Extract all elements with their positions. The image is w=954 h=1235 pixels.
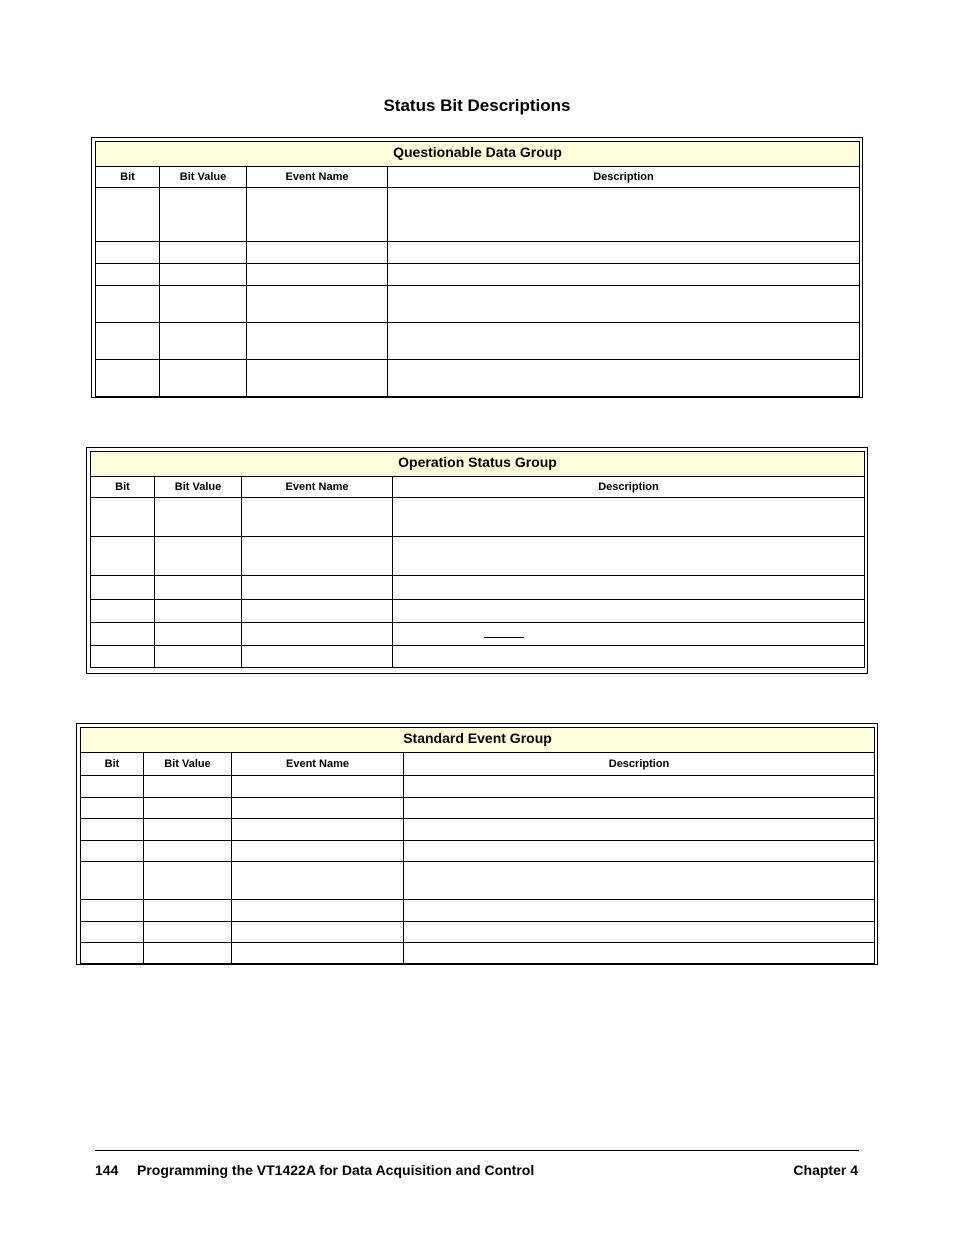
table-row — [96, 323, 860, 360]
table-row — [91, 646, 865, 668]
table-row — [96, 188, 860, 242]
column-header-bit: Bit — [91, 477, 155, 498]
table-row — [91, 498, 865, 537]
overline-mark — [484, 637, 524, 638]
column-header-description: Description — [393, 477, 865, 498]
table-row — [81, 841, 875, 862]
column-header-description: Description — [404, 753, 875, 776]
operation-status-table — [86, 447, 868, 674]
table-row — [96, 242, 860, 264]
questionable-data-table — [91, 137, 863, 398]
footer-chapter: Chapter 4 — [793, 1162, 858, 1178]
table-row — [81, 900, 875, 922]
table-row — [81, 819, 875, 841]
table-title: Operation Status Group — [91, 452, 865, 477]
column-header-event-name: Event Name — [247, 167, 388, 188]
standard-event-table — [76, 723, 878, 965]
table-row — [91, 576, 865, 600]
column-header-event-name: Event Name — [242, 477, 393, 498]
footer-page-number: 144 — [95, 1162, 119, 1178]
column-header-bit-value: Bit Value — [144, 753, 232, 776]
footer-rule — [95, 1150, 859, 1151]
table-title: Standard Event Group — [81, 728, 875, 753]
column-header-description: Description — [388, 167, 860, 188]
column-header-bit-value: Bit Value — [160, 167, 247, 188]
column-header-event-name: Event Name — [232, 753, 404, 776]
table-row — [91, 600, 865, 623]
page-title: Status Bit Descriptions — [383, 96, 571, 115]
table-row — [81, 922, 875, 943]
footer-title: Programming the VT1422A for Data Acquisition and Control — [137, 1162, 535, 1178]
column-header-bit: Bit — [96, 167, 160, 188]
table-row — [81, 943, 875, 964]
table-title: Questionable Data Group — [96, 142, 860, 167]
table-row — [81, 862, 875, 900]
table-row — [81, 776, 875, 798]
column-header-bit-value: Bit Value — [155, 477, 242, 498]
table-row — [91, 623, 865, 646]
table-row — [96, 360, 860, 397]
table-row — [81, 798, 875, 819]
table-row — [96, 286, 860, 323]
table-row — [91, 537, 865, 576]
table-row — [96, 264, 860, 286]
column-header-bit: Bit — [81, 753, 144, 776]
